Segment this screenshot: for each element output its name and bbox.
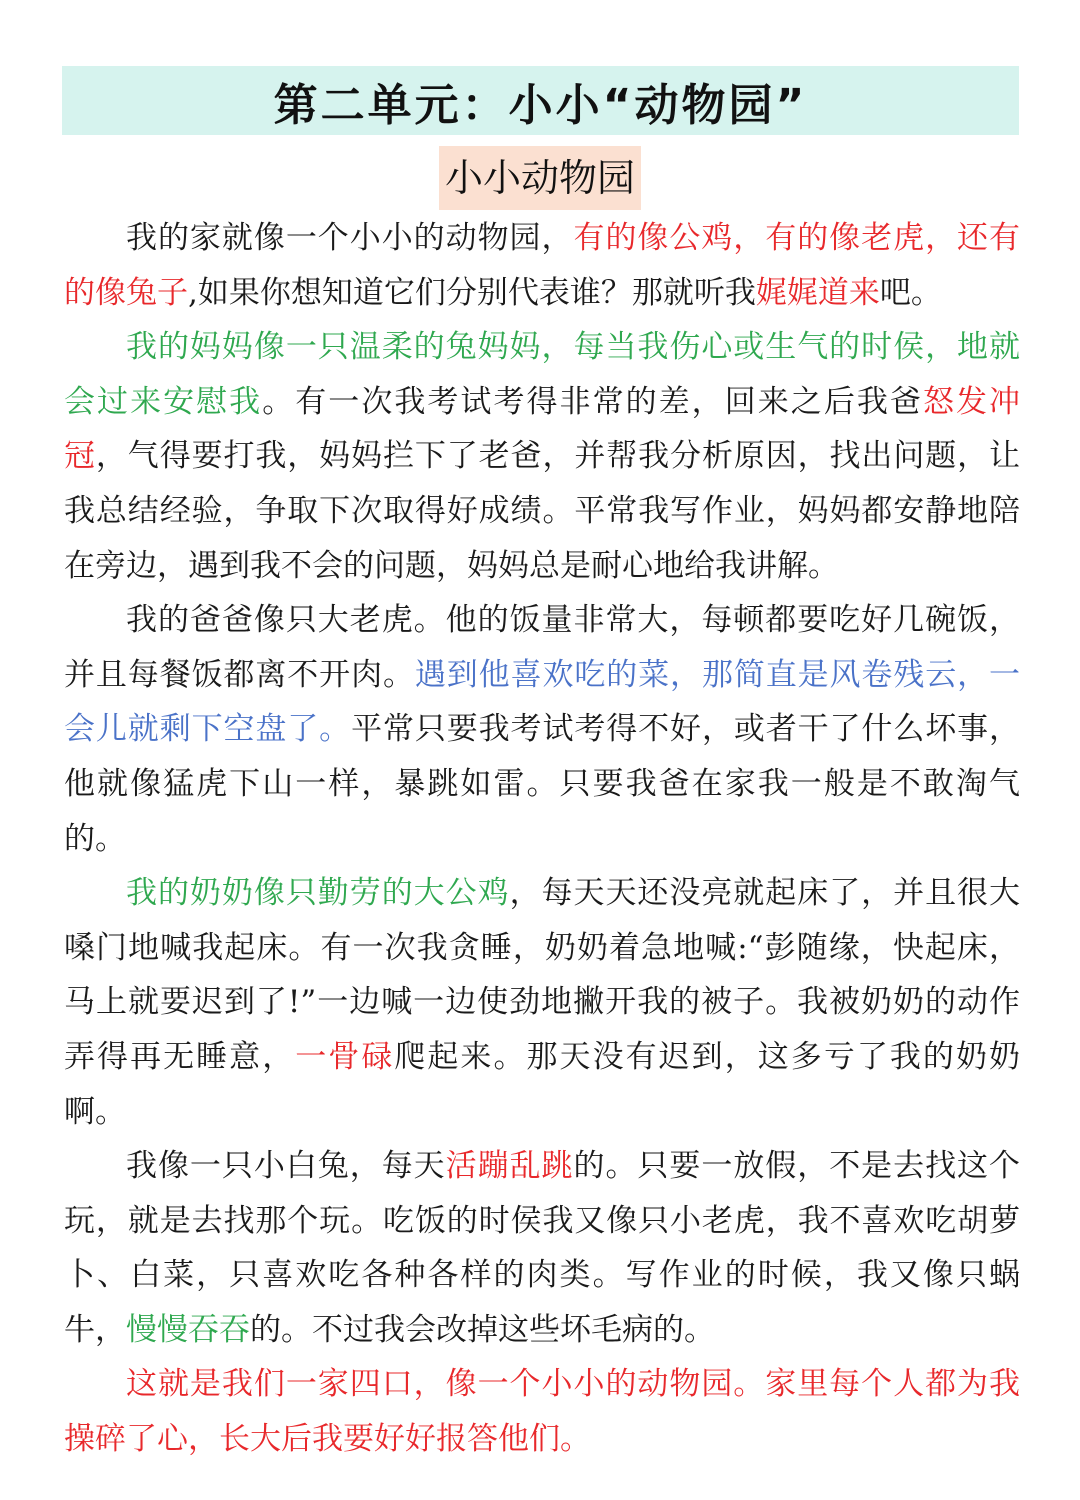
unit-title-banner: 第二单元：小小“动物园” [62, 66, 1019, 135]
text-run: 的。只要一放假，不是去找这个玩，就是去找那个玩。吃饭的时侯我又像只小老虎，我不喜欢吃胡萝卜、白菜，只喜欢吃各种各样的肉类。写作业的时候，我又像只蜗牛， [64, 1148, 1021, 1348]
text-run: ，气得要打我，妈妈拦下了老爸，并帮我分析原因，找出问题，让我总结经验，争取下次取得好成绩。平常我写作业，妈妈都安静地陪在旁边，遇到我不会的问题，妈妈总是耐心地给我讲解。 [64, 438, 1021, 584]
text-run: ，每天天还没亮就起床了，并且很大嗓门地喊我起床。有一次我贪睡，奶奶着急地喊:“彭随缘，快起床，马上就要迟到了!”一边喊一边使劲地撇开我的被子。我被奶奶的动作弄得再无睡意， [64, 875, 1021, 1075]
highlight-green: 我的奶奶像只勤劳的大公鸡 [126, 875, 510, 912]
text-run: ,如果你想知道它们分别代表谁？那就听我 [188, 274, 756, 311]
paragraph [64, 866, 1020, 1139]
highlight-green: 慢慢吞吞 [126, 1311, 250, 1348]
text-run: 爬起来。那天没有迟到，这多亏了我的奶奶啊。 [64, 1038, 1021, 1130]
highlight-red: 怒发冲冠 [64, 383, 1021, 475]
highlight-red: 有的像公鸡，有的像老虎，还有的像兔子 [64, 220, 1021, 311]
paragraph [64, 1139, 1020, 1357]
paragraph [64, 593, 1020, 866]
paragraph [64, 211, 1020, 320]
essay-title-wrapper [0, 146, 1080, 210]
text-run: 平常只要我考试考得不好，或者干了什么坏事，他就像猛虎下山一样，暴跳如雷。只要我爸在家我一般是不敢淘气的。 [64, 711, 1021, 857]
text-run: 吧。 [879, 274, 942, 311]
text-run: 。有一次我考试考得非常的差，回来之后我爸 [262, 383, 923, 420]
highlight-red: 活蹦乱跳 [445, 1148, 574, 1185]
highlight-green: 我的妈妈像一只温柔的兔妈妈，每当我伤心或生气的时侯，地就会过来安慰我 [64, 329, 1020, 420]
text-run: 我像一只小白兔，每天 [126, 1148, 446, 1185]
highlight-red: 这就是我们一家四口，像一个小小的动物园。家里每个人都为我操碎了心，长大后我要好好报答他们。 [64, 1366, 1020, 1458]
essay-body [64, 211, 1020, 1467]
text-run: 我的爸爸像只大老虎。他的饭量非常大，每顿都要吃好几碗饭，并且每餐饭都离不开肉。 [64, 602, 1020, 693]
highlight-blue: 遇到他喜欢吃的菜，那简直是风卷残云，一会儿就剩下空盘了。 [64, 656, 1021, 748]
highlight-red: 一骨碌 [295, 1038, 395, 1075]
text-run: 我的家就像一个小小的动物园， [126, 220, 574, 256]
text-run: 的。不过我会改掉这些坏毛病的。 [250, 1311, 715, 1348]
paragraph [64, 1357, 1020, 1466]
highlight-red: 娓娓道来 [755, 274, 880, 311]
essay-title: 小小动物园 [439, 146, 641, 210]
paragraph [64, 320, 1020, 593]
